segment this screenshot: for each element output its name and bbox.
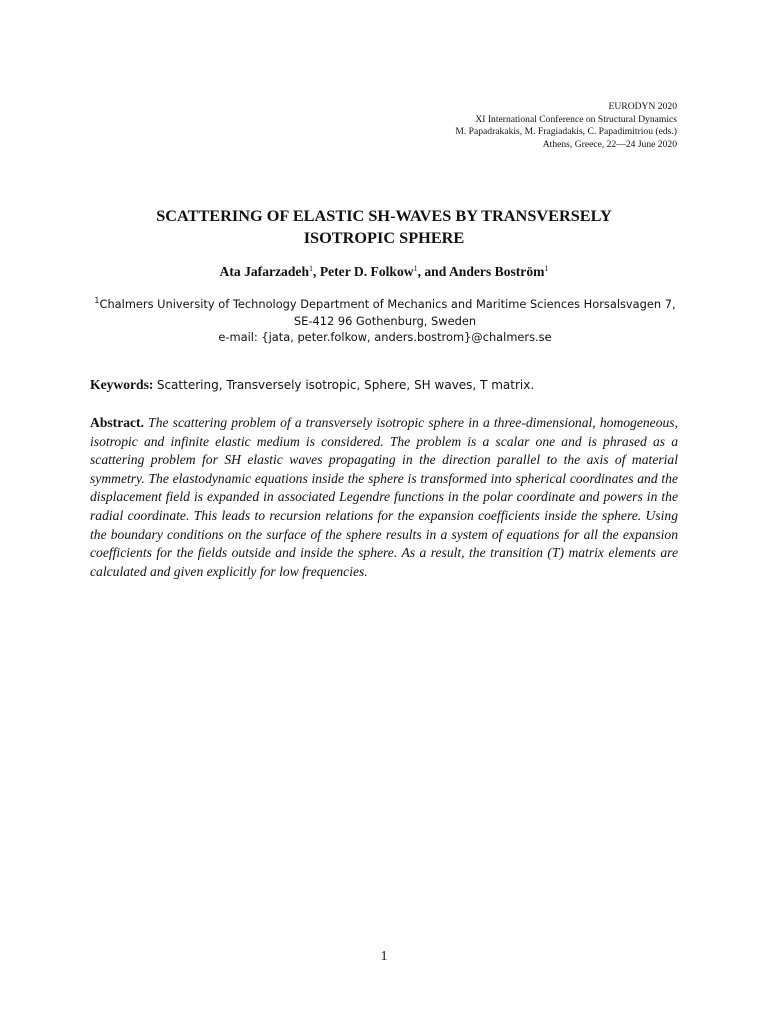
conference-location-date: Athens, Greece, 22—24 June 2020 bbox=[542, 138, 677, 150]
keywords bbox=[90, 376, 680, 394]
paper-title bbox=[90, 205, 678, 248]
affiliation-line-2: SE-412 96 Gothenburg, Sweden bbox=[293, 313, 477, 328]
paper-title-line-2: ISOTROPIC SPHERE bbox=[303, 227, 465, 247]
paper-title-line-1: SCATTERING OF ELASTIC SH-WAVES BY TRANSVERSELY bbox=[156, 206, 612, 225]
author-affiliation-mark: 1 bbox=[309, 264, 314, 273]
abstract bbox=[90, 414, 678, 581]
conference-name: EURODYN 2020 bbox=[608, 101, 677, 112]
author-affiliation-mark: 1 bbox=[544, 264, 549, 273]
author-separator: , bbox=[313, 264, 320, 279]
author-affiliation-mark: 1 bbox=[413, 264, 418, 273]
author-name: Ata Jafarzadeh bbox=[219, 264, 310, 279]
author-list bbox=[90, 263, 678, 281]
author-name: Anders Boström bbox=[448, 264, 545, 279]
author-name: Peter D. Folkow bbox=[319, 264, 414, 279]
affiliation-block bbox=[90, 296, 680, 346]
conference-full-title: XI International Conference on Structural Dynamics bbox=[475, 113, 677, 125]
affiliation-mark: 1 bbox=[94, 296, 100, 305]
affiliation-line-1: $^1$Chalmers University of Technology Department of Mechanics and Maritime Sciences Horsalsvagen 7, bbox=[94, 296, 676, 311]
keywords-text: Scattering, Transversely isotropic, Sphere, SH waves, T matrix. bbox=[156, 378, 535, 392]
affiliation-email: e-mail: {jata, peter.folkow, anders.bostrom}@chalmers.se bbox=[218, 330, 552, 344]
abstract-label: Abstract. bbox=[90, 415, 144, 430]
page-number: 1 bbox=[380, 948, 388, 963]
author-separator: , and bbox=[417, 264, 449, 279]
keywords-label: Keywords: bbox=[90, 377, 154, 392]
conference-editors: M. Papadrakakis, M. Fragiadakis, C. Papadimitriou (eds.) bbox=[455, 126, 677, 137]
conference-header bbox=[277, 101, 677, 151]
abstract-text: The scattering problem of a transversely isotropic sphere in a three-dimensional, homogeneous, isotropic and infinite elastic medium is considered. The problem is a scalar one and is phrased as a scattering problem for SH elastic waves propagating in the direction parallel to the axis of material symmetry. The elastodynamic equations inside the sphere is transformed into spherical coordinates and the displacement field is expanded in associated Legendre functions in the polar coordinate and powers in the radial coordinate. This leads to recursion relations for the expansion coefficients inside the sphere. Using the boundary conditions on the surface of the sphere results in a system of equations for all the expansion coefficients for the fields outside and inside the sphere. As a result, the transition (T) matrix elements are calculated and given explicitly for low frequencies. bbox=[90, 415, 679, 579]
